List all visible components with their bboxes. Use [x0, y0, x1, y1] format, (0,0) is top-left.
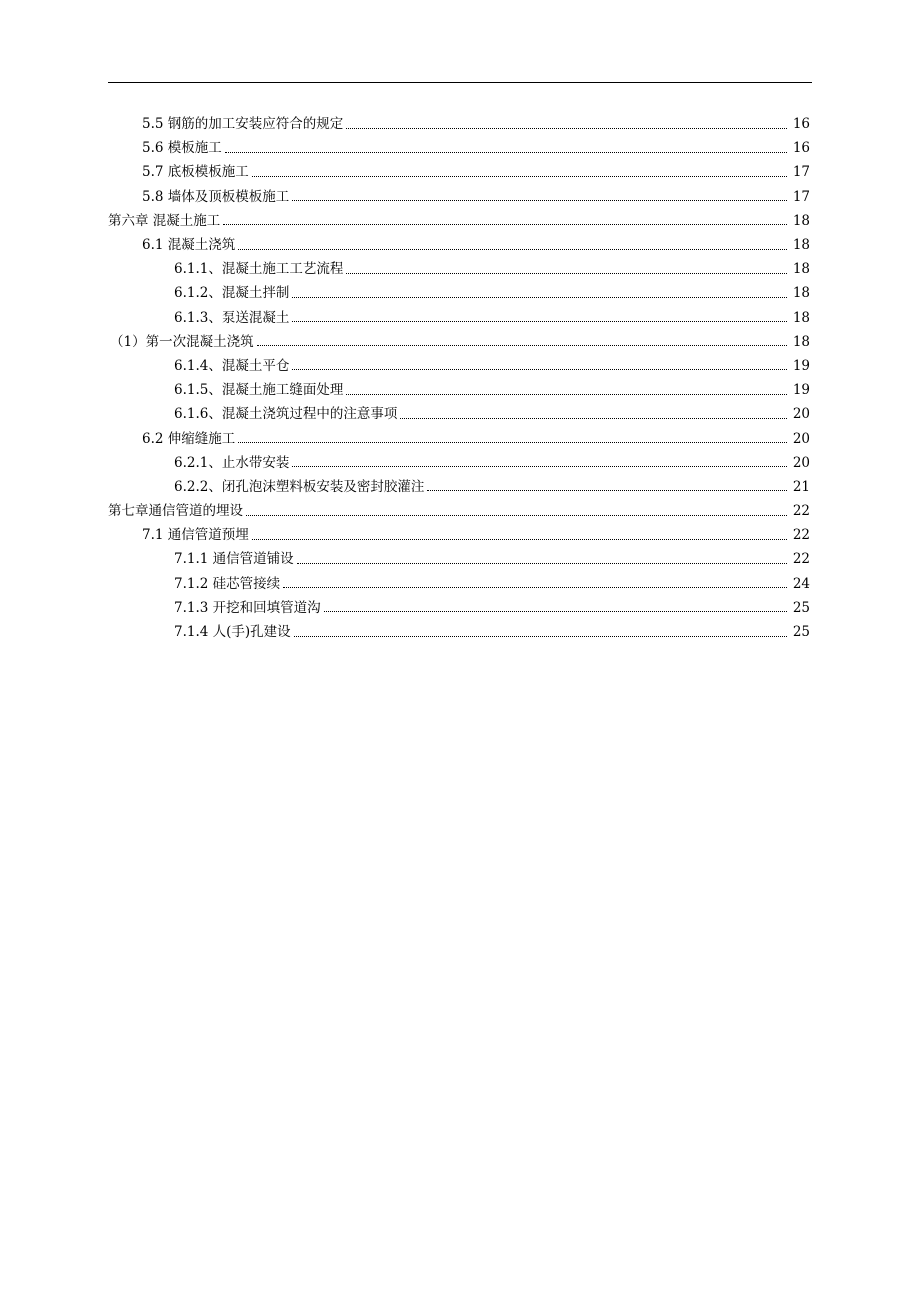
toc-entry[interactable]: [174, 378, 810, 402]
toc-entry-page: 16: [792, 140, 810, 157]
toc-dot-leader: [223, 224, 787, 225]
toc-entry-title: 6.1.6、混凝土浇筑过程中的注意事项: [174, 406, 398, 423]
toc-entry-title: 第六章 混凝土施工: [108, 212, 221, 229]
toc-entry-title: 6.1.1、混凝土施工工艺流程: [174, 261, 344, 278]
toc-entry-page: 18: [792, 261, 810, 278]
toc-entry-title: 6.2.1、止水带安装: [174, 454, 290, 471]
toc-dot-leader: [292, 200, 787, 201]
toc-entry[interactable]: [110, 330, 810, 354]
toc-entry[interactable]: [142, 112, 810, 136]
toc-entry-title: 5.7 底板模板施工: [142, 164, 249, 181]
toc-entry-title: 6.1.2、混凝土拌制: [174, 285, 290, 302]
toc-entry[interactable]: [174, 475, 810, 499]
toc-entry-title: 第七章通信管道的埋设: [108, 503, 243, 520]
toc-dot-leader: [346, 273, 787, 274]
toc-dot-leader: [346, 128, 787, 129]
toc-dot-leader: [324, 611, 787, 612]
toc-entry-title: 5.6 模板施工: [142, 140, 222, 157]
toc-entry[interactable]: [174, 354, 810, 378]
toc-entry-page: 17: [792, 164, 810, 181]
toc-entry-page: 18: [792, 212, 810, 229]
toc-entry-title: 6.1.4、混凝土平仓: [174, 357, 290, 374]
toc-dot-leader: [252, 539, 787, 540]
toc-entry-title: 7.1.4 人(手)孔建设: [174, 624, 291, 641]
toc-entry[interactable]: [142, 160, 810, 184]
toc-entry[interactable]: [174, 451, 810, 475]
toc-dot-leader: [297, 563, 787, 564]
toc-entry[interactable]: [174, 402, 810, 426]
toc-dot-leader: [225, 152, 787, 153]
toc-entry[interactable]: [174, 281, 810, 305]
toc-dot-leader: [427, 490, 787, 491]
toc-entry-chapter[interactable]: [108, 209, 810, 233]
toc-dot-leader: [294, 636, 787, 637]
toc-entry-page: 24: [792, 575, 810, 592]
toc-entry-page: 18: [792, 285, 810, 302]
toc-entry-title: 7.1.1 通信管道铺设: [174, 551, 294, 568]
toc-entry-page: 19: [792, 382, 810, 399]
toc-dot-leader: [238, 249, 787, 250]
toc-dot-leader: [292, 466, 787, 467]
toc-dot-leader: [238, 442, 787, 443]
toc-entry-title: 7.1 通信管道预埋: [142, 527, 249, 544]
toc-entry-page: 20: [792, 454, 810, 471]
toc-entry[interactable]: [142, 136, 810, 160]
toc-entry-title: 6.2 伸缩缝施工: [142, 430, 236, 447]
toc-entry-page: 18: [792, 237, 810, 254]
toc-entry[interactable]: [174, 620, 810, 644]
toc-entry-title: 6.1.5、混凝土施工缝面处理: [174, 382, 344, 399]
toc-dot-leader: [292, 321, 787, 322]
toc-entry-page: 25: [792, 599, 810, 616]
toc-entry[interactable]: [174, 257, 810, 281]
toc-entry[interactable]: [174, 572, 810, 596]
toc-entry-page: 21: [792, 478, 810, 495]
toc-entry-title: 6.2.2、闭孔泡沫塑料板安装及密封胶灌注: [174, 478, 425, 495]
toc-entry[interactable]: [174, 547, 810, 571]
toc-dot-leader: [292, 369, 787, 370]
toc-entry[interactable]: [142, 523, 810, 547]
toc-entry-title: 6.1 混凝土浇筑: [142, 237, 236, 254]
toc-entry-page: 19: [792, 357, 810, 374]
toc-entry-title: 7.1.3 开挖和回填管道沟: [174, 599, 321, 616]
toc-entry-page: 17: [792, 188, 810, 205]
toc-entry[interactable]: [142, 426, 810, 450]
toc-entry-page: 22: [792, 503, 810, 520]
toc-entry-title: （1）第一次混凝土浇筑: [110, 333, 254, 350]
toc-entry-chapter[interactable]: [108, 499, 810, 523]
toc-entry-title: 5.8 墙体及顶板模板施工: [142, 188, 290, 205]
toc-dot-leader: [292, 297, 787, 298]
toc-dot-leader: [400, 418, 787, 419]
table-of-contents: [0, 112, 920, 644]
toc-dot-leader: [346, 394, 787, 395]
toc-entry-page: 22: [792, 551, 810, 568]
toc-dot-leader: [246, 515, 787, 516]
toc-entry-title: 5.5 钢筋的加工安装应符合的规定: [142, 116, 344, 133]
toc-entry[interactable]: [142, 233, 810, 257]
toc-entry[interactable]: [174, 596, 810, 620]
toc-entry[interactable]: [142, 185, 810, 209]
toc-entry-page: 25: [792, 624, 810, 641]
toc-entry-page: 16: [792, 116, 810, 133]
toc-entry-page: 20: [792, 430, 810, 447]
toc-entry-page: 22: [792, 527, 810, 544]
header-rule: [108, 82, 812, 83]
toc-entry-page: 20: [792, 406, 810, 423]
toc-entry[interactable]: [174, 306, 810, 330]
toc-dot-leader: [257, 345, 787, 346]
toc-entry-title: 7.1.2 硅芯管接续: [174, 575, 281, 592]
toc-dot-leader: [252, 176, 787, 177]
toc-entry-title: 6.1.3、泵送混凝土: [174, 309, 290, 326]
toc-dot-leader: [283, 587, 787, 588]
toc-entry-page: 18: [792, 333, 810, 350]
toc-entry-page: 18: [792, 309, 810, 326]
